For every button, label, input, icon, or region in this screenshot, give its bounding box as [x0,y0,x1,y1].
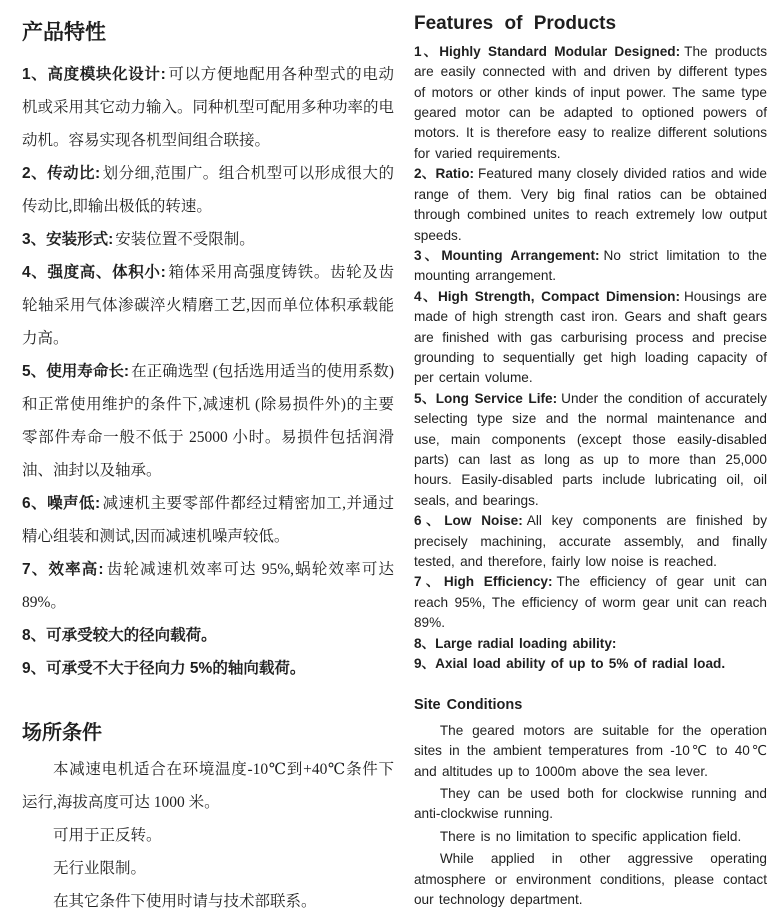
feature-label: 9、Axial load ability of up to 5% of radial load. [414,656,726,672]
cn-feature-6 [22,487,394,553]
feature-label: 2、Ratio: [414,166,475,182]
en-feature-9 [414,654,767,674]
feature-text: The efficiency of gear unit can reach 95%, The efficiency of worm gear unit can reach 89%. [414,574,767,631]
en-feature-5 [414,389,767,511]
cn-feature-7 [22,553,394,619]
en-feature-6 [414,511,767,572]
feature-text: 划分细,范围广。组合机型可以形成很大的传动比,即输出极低的转速。 [22,165,394,216]
feature-text: No strict limitation to the mounting arrangement. [414,247,767,284]
cn-feature-8 [22,619,394,652]
feature-label: 3、安装形式: [22,231,114,249]
cn-feature-2 [22,157,394,223]
feature-label: 1、高度模块化设计: [22,66,166,84]
feature-text: 减速机主要零部件都经过精密加工,并通过精心组装和测试,因而减速机噪声较低。 [22,495,394,546]
cn-feature-9 [22,652,394,685]
features-of-products-heading: Features of Products [414,13,617,34]
en-feature-1 [414,42,767,164]
feature-label: 6、Low Noise: [414,513,523,529]
feature-label: 9、可承受不大于径向力 5%的轴向载荷。 [22,660,306,678]
feature-label: 8、可承受较大的径向载荷。 [22,627,217,645]
feature-text: 安装位置不受限制。 [115,231,255,249]
cn-feature-3 [22,223,394,256]
feature-label: 8、Large radial loading ability: [414,635,617,651]
site-paragraph: There is no limitation to specific application field. [439,828,742,844]
site-paragraph: 本减速电机适合在环境温度-10℃到+40℃条件下运行,海拔高度可达 1000 米。 [22,761,394,812]
feature-label: 5、使用寿命长: [22,363,130,381]
en-feature-4 [414,287,767,389]
feature-label: 5、Long Service Life: [414,390,558,406]
feature-text: Under the condition of accurately selecting type size and the normal maintenance and use, main components (except those easily-disabled parts) can last as long as up to more than 25,000 hours. Easily-disabled parts include lubricating oil, oil seals, and bearings. [414,390,767,508]
site-paragraph: While applied in other aggressive operating atmosphere or environment conditions, please contact our technology department. [414,851,767,908]
feature-text: All key components are finished by precisely machining, accurate assembly, and finally tested, and therefore, fairly low noise is reached. [414,513,768,569]
feature-label: 2、传动比: [22,165,101,183]
en-feature-2 [414,164,767,246]
cn-feature-4 [22,256,394,355]
cn-feature-5 [22,355,394,487]
site-conditions-heading-cn: 场所条件 [22,722,102,745]
feature-label: 4、High Strength, Compact Dimension: [414,288,680,304]
feature-text: 可以方便地配用各种型式的电动机或采用其它动力输入。同种机型可配用多种功率的电动机。容易实现各机型间组合联接。 [22,66,395,150]
feature-label: 1、Highly Standard Modular Designed: [414,43,681,59]
site-paragraph: 可用于正反转。 [53,827,162,845]
site-paragraph: 无行业限制。 [53,860,147,878]
feature-text: 在正确选型 (包括选用适当的使用系数)和正常使用维护的条件下,减速机 (除易损件外)的主要零部件寿命一般不低于 25000 小时。易损件包括润滑油、油封以及轴承。 [22,363,394,480]
site-paragraph: They can be used both for clockwise running and anti-clockwise running. [414,786,767,822]
site-conditions-heading-en: Site Conditions [414,697,523,714]
feature-text: The products are easily connected with and driven by different types of motors or other kinds of input power. The same type geared motor can be adapted to optioned powers of motors. It is therefore easy to realize different solutions for varied requirements. [414,43,768,161]
feature-label: 6、噪声低: [22,495,101,513]
english-column [414,0,767,913]
feature-label: 4、强度高、体积小: [22,264,166,282]
feature-text: Featured many closely divided ratios and wide range of them. Very big final ratios can be obtained through combined unites to reach extremely low output speeds. [414,166,767,243]
feature-label: 7、效率高: [22,561,104,579]
en-feature-8 [414,634,767,654]
feature-label: 3、Mounting Arrangement: [414,247,600,263]
en-feature-3 [414,246,767,287]
site-paragraph: 在其它条件下使用时请与技术部联系。 [53,893,317,911]
feature-text: Housings are made of high strength cast iron. Gears and shaft gears are finished with gas carburising process and precise grounding to sequentially get high loading capacity of per certain volume. [414,288,767,386]
product-features-heading-cn: 产品特性 [22,21,106,44]
feature-label: 7、High Efficiency: [414,574,553,590]
en-feature-7 [414,572,767,633]
chinese-column [22,0,394,918]
feature-text: 箱体采用高强度铸铁。齿轮及齿轮轴采用气体渗碳淬火精磨工艺,因而单位体积承载能力高。 [22,264,394,348]
cn-feature-1 [22,58,394,157]
site-paragraph: The geared motors are suitable for the operation sites in the ambient temperatures from -10℃ to 40℃ and altitudes up to 1000m above the sea lever. [414,722,767,779]
feature-text: 齿轮减速机效率可达 95%,蜗轮效率可达 89%。 [22,561,394,612]
